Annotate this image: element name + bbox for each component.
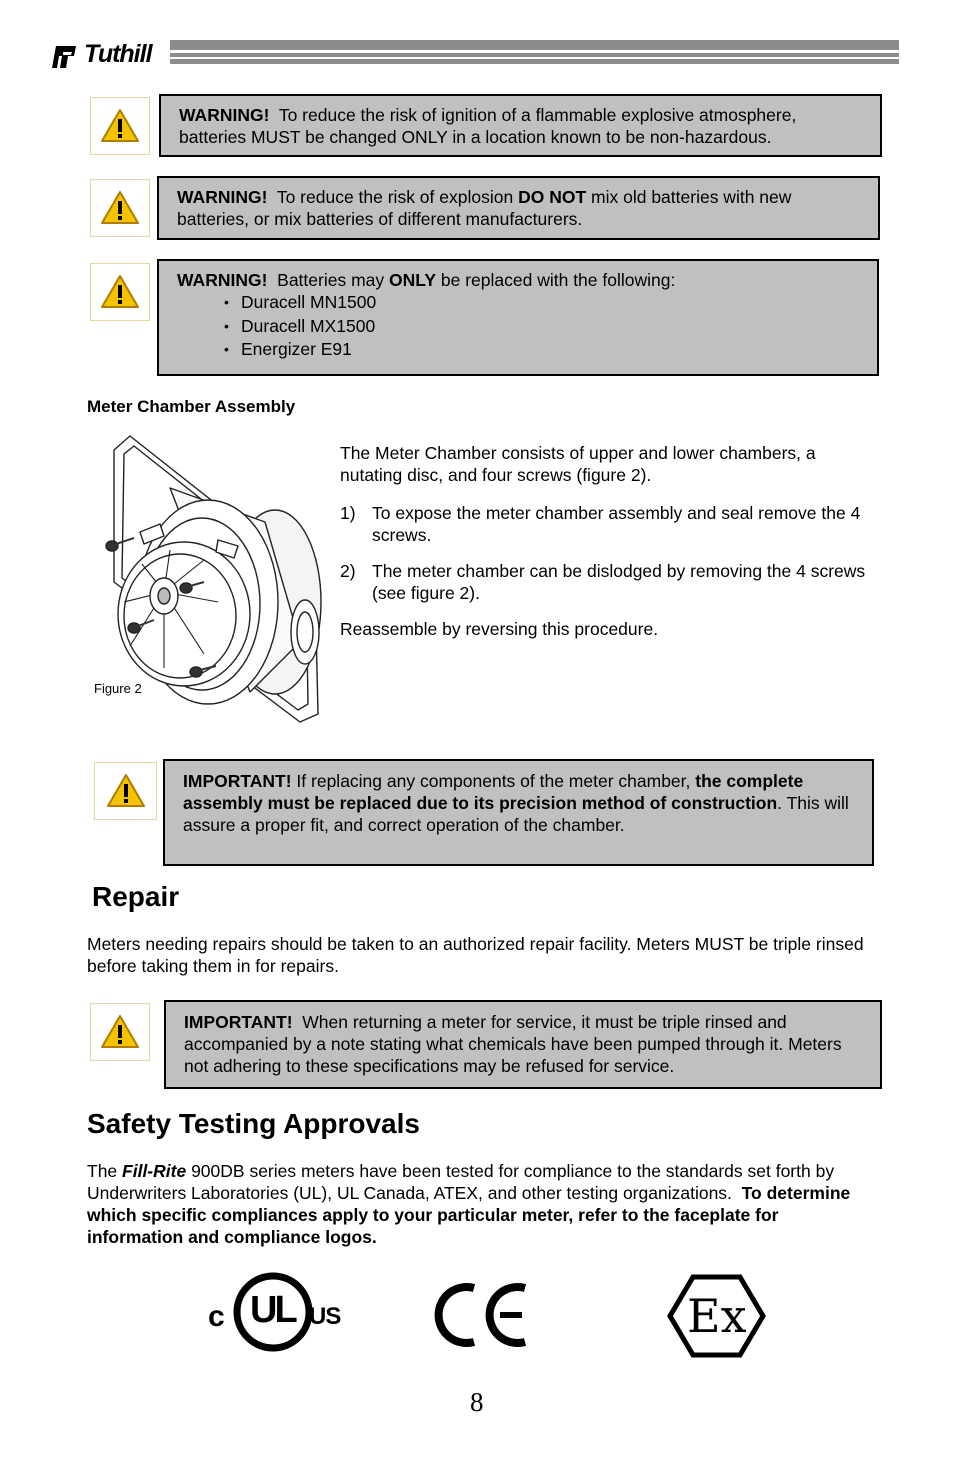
ce-mark-icon <box>434 1280 529 1350</box>
safety-text: The <box>87 1161 118 1181</box>
section-heading-safety: Safety Testing Approvals <box>87 1108 420 1139</box>
warning-label: WARNING! <box>177 270 268 290</box>
warning-label: WARNING! <box>179 105 270 125</box>
important-text: If replacing any components of the meter chamber, <box>296 771 691 791</box>
important-box-chamber <box>163 759 874 866</box>
list-item: • Duracell MX1500 <box>241 315 861 339</box>
ul-mark-label: UL <box>250 1289 295 1331</box>
meter-chamber-text <box>340 442 875 640</box>
safety-text: 900DB series meters have been tested for compliance to the standards set forth by Underwriters Laboratories (UL), UL Canada, ATEX, and other testing organizations. <box>87 1161 835 1203</box>
warning-text: To reduce the risk of ignition of a flammable explosive atmosphere, batteries MUST be changed ONLY in a location known to be non-hazardous. <box>179 105 797 147</box>
step-number: 2) <box>340 561 356 581</box>
list-item: • Energizer E91 <box>241 338 861 362</box>
warning-text: mix old batteries with new batteries, or mix batteries of different manufacturers. <box>177 187 792 229</box>
list-item: • Duracell MN1500 <box>241 291 861 315</box>
step-text: The meter chamber can be dislodged by removing the 4 screws (see figure 2). <box>372 561 866 603</box>
important-text: . This will assure a proper fit, and correct operation of the chamber. <box>183 793 849 835</box>
warning-icon-frame <box>90 1003 150 1061</box>
page-number: 8 <box>470 1387 484 1417</box>
list-item <box>340 560 875 604</box>
important-text: When returning a meter for service, it must be triple rinsed and accompanied by a note stating what chemicals have been pumped through it. Meters not adhering to these specifications may be refused for service. <box>184 1012 842 1076</box>
warning-text: To reduce the risk of explosion <box>276 187 514 207</box>
important-label: IMPORTANT! <box>184 1012 293 1032</box>
repair-paragraph: Meters needing repairs should be taken to an authorized repair facility. Meters MUST be triple rinsed before taking them in for repairs. <box>87 934 864 976</box>
list-item <box>340 502 875 546</box>
procedure-steps <box>340 502 875 604</box>
warning-label: WARNING! <box>177 187 268 207</box>
ce-logo <box>434 1280 529 1350</box>
warning-box-explosion <box>157 176 880 240</box>
warning-triangle-icon <box>100 1014 140 1050</box>
warning-emphasis: ONLY <box>389 270 437 290</box>
safety-paragraph <box>87 1160 857 1248</box>
ex-label: Ex <box>687 1289 747 1343</box>
warning-icon-frame <box>94 762 157 820</box>
important-label: IMPORTANT! <box>183 771 292 791</box>
warning-box-batteries <box>157 259 879 376</box>
warning-text: be replaced with the following: <box>440 270 676 290</box>
warning-triangle-icon <box>100 190 140 226</box>
closing-paragraph: Reassemble by reversing this procedure. <box>340 619 659 639</box>
section-heading-repair: Repair <box>92 881 180 912</box>
intro-paragraph: The Meter Chamber consists of upper and lower chambers, a nutating disc, and four screws (figure 2). <box>340 443 816 485</box>
battery-list <box>177 291 861 362</box>
brand-name: Tuthill <box>84 40 152 68</box>
warning-triangle-icon <box>106 773 146 809</box>
warning-emphasis: DO NOT <box>518 187 587 207</box>
warning-box-ignition <box>159 94 882 157</box>
step-text: To expose the meter chamber assembly and seal remove the 4 screws. <box>372 503 861 545</box>
tuthill-logo-icon <box>50 42 80 70</box>
section-heading-meter-chamber: Meter Chamber Assembly <box>87 397 296 416</box>
warning-text: Batteries may <box>277 270 385 290</box>
ul-us-label: US <box>309 1303 341 1330</box>
ul-logo <box>206 1270 340 1354</box>
tuthill-logo <box>50 40 162 72</box>
ul-c-label: c <box>208 1300 225 1333</box>
important-emphasis: the complete assembly must be replaced due to its precision method of construction <box>183 771 804 813</box>
safety-emphasis: To determine which specific compliances apply to your particular meter, refer to the faceplate for information and compliance logos. <box>87 1183 851 1247</box>
warning-triangle-icon <box>100 274 140 310</box>
atex-ex-logo <box>667 1273 766 1359</box>
warning-triangle-icon <box>100 108 140 144</box>
warning-icon-frame <box>90 263 150 321</box>
brand-fill-rite: Fill-Rite <box>122 1161 187 1181</box>
warning-icon-frame <box>90 97 150 155</box>
step-number: 1) <box>340 503 356 523</box>
warning-icon-frame <box>90 179 150 237</box>
header-rule <box>170 40 899 64</box>
figure-caption: Figure 2 <box>94 681 142 696</box>
important-box-returns <box>164 1000 882 1089</box>
